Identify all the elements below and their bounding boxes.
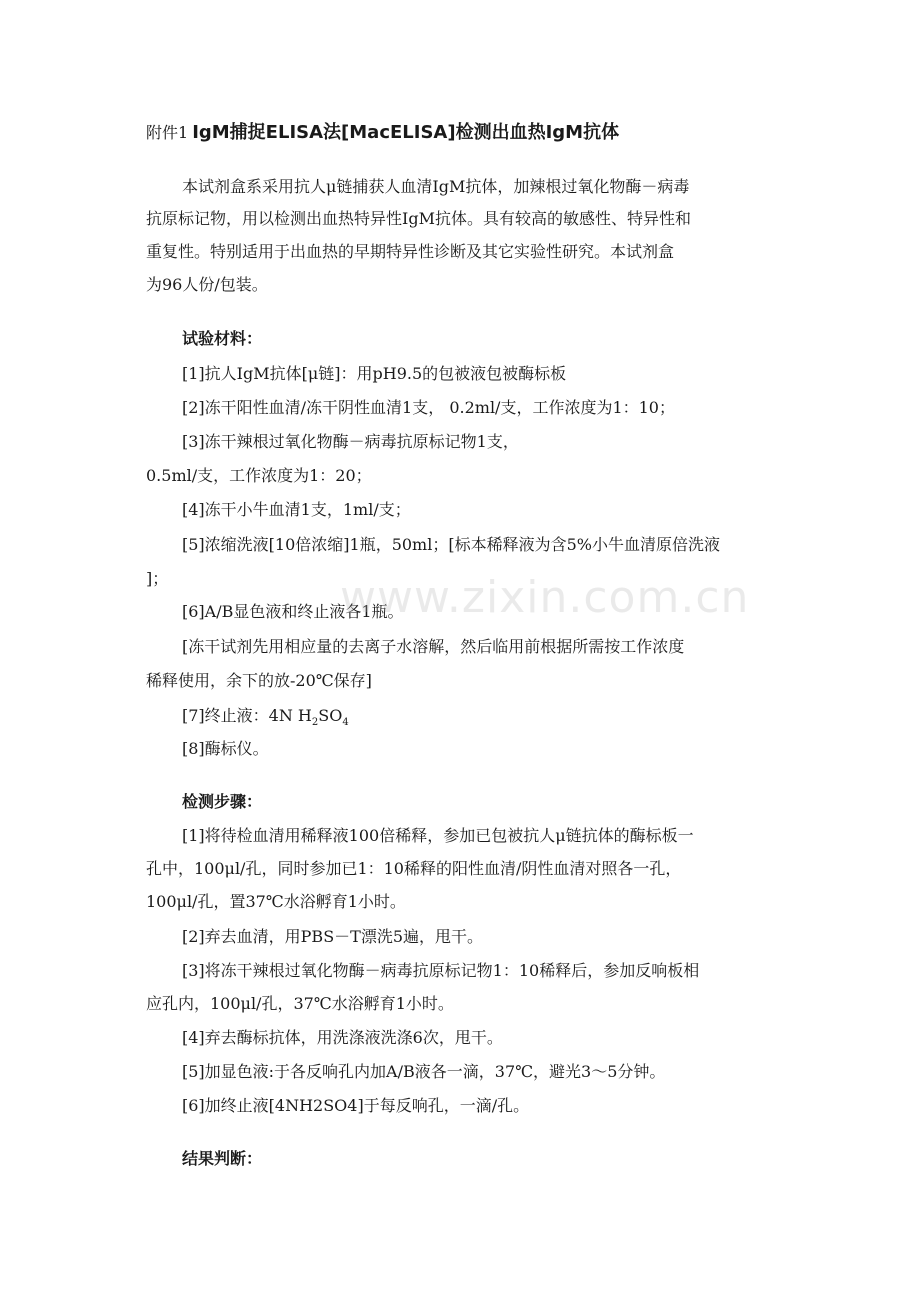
step-item: [4]弃去酶标抗体，用洗涤液洗涤6次，甩干。	[182, 1028, 503, 1047]
step-item: 100μl/孔，置37℃水浴孵育1小时。	[146, 892, 406, 911]
stop-solution-sub2: 4	[342, 717, 349, 729]
stop-solution-text: [7]终止液：4N H	[182, 706, 312, 725]
steps-heading: 检测步骤：	[182, 792, 263, 811]
material-item: [4]冻干小牛血清1支，1ml/支；	[182, 500, 411, 519]
intro-line: 重复性。特别适用于出血热的早期特异性诊断及其它实验性研究。本试剂盒	[146, 242, 675, 261]
step-item: [2]弃去血清，用PBS－T漂洗5遍，甩干。	[182, 927, 484, 946]
step-item: 应孔内，100μl/孔，37℃水浴孵育1小时。	[146, 994, 454, 1013]
title-text: IgM捕捉ELISA法[MacELISA]检测出血热IgM抗体	[192, 122, 620, 143]
document-title	[146, 118, 619, 144]
watermark: www.zixin.com.cn	[340, 572, 750, 623]
title-prefix: 附件1	[146, 123, 189, 142]
step-item: [1]将待检血清用稀释液100倍稀释，参加已包被抗人μ链抗体的酶标板一	[182, 826, 694, 845]
material-item: [6]A/B显色液和终止液各1瓶。	[182, 602, 404, 621]
material-item: ]；	[146, 569, 169, 588]
material-item: [5]浓缩洗液[10倍浓缩]1瓶，50ml；[标本稀释液为含5%小牛血清原倍洗液	[182, 535, 720, 554]
material-item: [8]酶标仪。	[182, 739, 269, 758]
materials-heading: 试验材料：	[182, 329, 263, 348]
material-item: [3]冻干辣根过氧化物酶－病毒抗原标记物1支，	[182, 432, 519, 451]
intro-line: 为96人份/包装。	[146, 275, 268, 294]
step-item: [6]加终止液[4NH2SO4]于每反响孔，一滴/孔。	[182, 1096, 530, 1115]
material-item: [2]冻干阳性血清/冻干阴性血清1支， 0.2ml/支，工作浓度为1：10；	[182, 398, 675, 417]
material-note: [冻干试剂先用相应量的去离子水溶解，然后临用前根据所需按工作浓度	[182, 637, 685, 656]
step-item: 孔中，100μl/孔，同时参加已1：10稀释的阳性血清/阴性血清对照各一孔，	[146, 859, 682, 878]
material-item: 0.5ml/支，工作浓度为1：20；	[146, 466, 372, 485]
intro-line: 本试剂盒系采用抗人μ链捕获人血清IgM抗体，加辣根过氧化物酶－病毒	[182, 177, 690, 196]
results-heading: 结果判断：	[182, 1149, 263, 1168]
material-item: [1]抗人IgM抗体[μ链]：用pH9.5的包被液包被酶标板	[182, 364, 567, 383]
step-item: [5]加显色液:于各反响孔内加A/B液各一滴，37℃，避光3～5分钟。	[182, 1062, 666, 1081]
stop-solution-mid: SO	[318, 706, 343, 725]
step-item: [3]将冻干辣根过氧化物酶－病毒抗原标记物1：10稀释后，参加反响板相	[182, 961, 700, 980]
stop-solution-sub1: 2	[311, 717, 319, 729]
material-note: 稀释使用，余下的放-20℃保存]	[146, 671, 372, 690]
material-item-stop-solution	[182, 705, 349, 734]
intro-line: 抗原标记物，用以检测出血热特异性IgM抗体。具有较高的敏感性、特异性和	[146, 209, 691, 228]
